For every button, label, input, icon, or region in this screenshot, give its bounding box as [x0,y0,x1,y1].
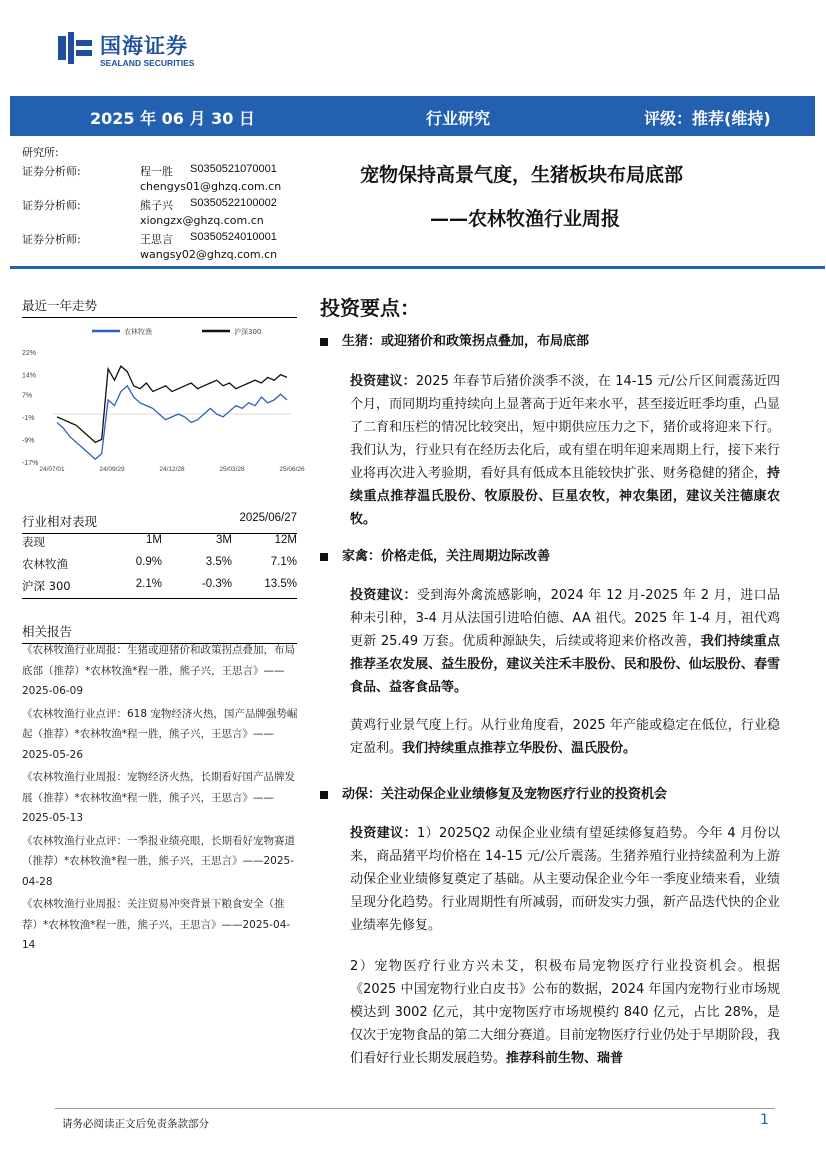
reports-heading: 相关报告 [22,622,297,644]
x-tick-label: 24/12/28 [159,466,185,473]
x-tick-label: 24/07/01 [39,466,65,473]
emphasis-text: 持续重点推荐温氏股份、牧原股份、巨星农牧，神农集团，建议关注德康农牧。 [350,466,780,527]
x-tick-label: 24/09/29 [99,466,125,473]
analyst-id: S0350521070001 [190,163,277,175]
company-logo [58,28,218,70]
analyst-name: 程一胜 [140,165,173,178]
body-text: 受到海外禽流感影响，2024 年 12 月-2025 年 2 月，进口品种未引种，3-4 月从法国引进哈伯德、AA 祖代。2025 年 1-4 月，祖代鸡更新 25.49 万套。优质种源缺失，后续或将迎来价格改善， [350,588,780,649]
paragraph [350,822,780,937]
emphasis-text: 推荐科前生物、瑞普 [506,1051,624,1066]
body-text: 2025 年春节后猪价淡季不淡，在 14-15 元/公斤区间震荡近四个月，而同期均重持续向上显著高于近年来水平，甚至接近旺季均重，凸显了二育和压栏的情况比较突出，短中期供应压力之下，猪价或将迎来下行。我们认为，行业只有在经历去化后，或有望在明年迎来周期上行，接下来行业将再次进入考验期，看好具有低成本且能较快扩张、财务稳健的猪企， [350,374,780,481]
emphasis-text: 我们持续重点推荐圣农发展、益生股份，建议关注禾丰股份、民和股份、仙坛股份、春雪食品、益客食品等。 [350,634,780,695]
table-cell: 7.1% [270,556,297,568]
report-date: 2025 年 06 月 30 日 [90,109,255,128]
trend-chart [22,322,305,473]
y-tick-label: -1% [22,414,35,422]
bullet-square-icon [320,553,328,561]
analyst-name: 王思言 [140,233,173,246]
related-reports-list [22,640,300,958]
list-item[interactable]: 《农林牧渔行业点评：一季报业绩亮眼，长期看好宠物赛道（推荐）*农林牧渔*程一胜，熊子兴，王思言》——2025-04-28 [22,834,295,888]
report-rating: 评级：推荐(维持) [644,109,771,128]
emphasis-text: 投资建议： [350,374,416,389]
section-heading [320,783,667,802]
performance-header-row [22,534,297,554]
paragraph [350,955,780,1070]
table-header: 表现 [22,535,45,549]
section-heading-text: 家禽：价格走低，关注周期边际改善 [342,549,551,564]
report-type: 行业研究 [426,109,491,128]
body-text: 1）2025Q2 动保企业业绩有望延续修复趋势。今年 4 月份以来，商品猪平均价格在 14-15 元/公斤震荡。生猪养殖行业持续盈利为上游动保企业业绩修复奠定了基础。从主要动保企业今年一季度业绩来看，业绩呈现分化趋势。行业周期性有所减弱，而研发实力强，新产品迭代快的企业业绩率先修复。 [350,826,780,933]
trend-heading: 最近一年走势 [22,296,297,318]
table-row [22,556,297,576]
y-tick-label: 7% [22,392,33,400]
body-text: 黄鸡行业景气度上行。从行业角度看，2025 年产能或稳定在低位，行业稳定盈利。 [350,718,780,756]
table-cell: 0.9% [135,556,162,568]
list-item[interactable]: 《农林牧渔行业周报：生猪或迎猪价和政策拐点叠加，布局底部（推荐）*农林牧渔*程一胜，熊子兴，王思言》——2025-06-09 [22,644,295,697]
body-text: 2）宠物医疗行业方兴未艾，积极布局宠物医疗行业投资机会。根据《2025 中国宠物行业白皮书》公布的数据，2024 年国内宠物行业市场规模达到 3002 亿元，其中宠物医疗市场规模约 840 亿元，占比 28%，是仅次于宠物食品的第二大细分赛道。目前宠物医疗行业仍处于早期阶段，我们看好行业长期发展趋势。 [350,959,780,1066]
x-tick-label: 25/06/26 [279,466,305,473]
page-number: 1 [760,1112,769,1128]
title-divider [10,266,825,269]
logo-en-text: SEALAND SECURITIES [100,58,195,68]
table-cell: 沪深 300 [22,579,71,593]
report-title: 宠物保持高景气度，生猪板块布局底部 [360,164,684,186]
analyst-label: 证券分析师: [22,199,81,212]
analyst-id: S0350524010001 [190,231,277,243]
investment-highlights-title: 投资要点： [320,296,420,320]
report-subtitle: ——农林牧渔行业周报 [430,208,621,230]
y-tick-label: 22% [22,350,37,357]
analyst-email[interactable]: wangsy02@ghzq.com.cn [140,248,278,261]
analyst-name: 熊子兴 [140,199,173,212]
performance-date: 2025/06/27 [239,512,297,524]
table-cell: 13.5% [264,578,297,590]
legend-label: 农林牧渔 [124,328,152,336]
table-cell: -0.3% [201,578,232,590]
analyst-email[interactable]: chengys01@ghzq.com.cn [140,180,282,193]
y-tick-label: -9% [22,437,35,445]
logo-mark-icon [58,32,92,64]
series-line [57,386,287,459]
table-header: 12M [274,534,297,546]
table-header: 3M [216,534,232,546]
analyst-label: 证券分析师: [22,233,81,246]
researcher-label: 研究所: [22,146,59,159]
list-item[interactable]: 《农林牧渔行业周报：关注贸易冲突背景下粮食安全（推荐）*农林牧渔*程一胜，熊子兴，王思言》——2025-04-14 [22,898,291,951]
paragraph [350,714,780,760]
x-tick-label: 25/03/28 [219,466,245,473]
emphasis-text: 投资建议： [350,588,417,603]
bullet-square-icon [320,791,328,799]
table-row [22,578,297,598]
y-tick-label: 14% [22,372,37,380]
section-heading [320,545,550,564]
section-heading-text: 动保：关注动保企业业绩修复及宠物医疗行业的投资机会 [342,787,668,802]
performance-bottom-rule [22,598,297,599]
table-cell: 3.5% [205,556,232,568]
bullet-square-icon [320,338,328,346]
section-heading-text: 生猪：或迎猪价和政策拐点叠加，布局底部 [342,334,590,349]
paragraph [350,584,780,699]
analyst-email[interactable]: xiongzx@ghzq.com.cn [140,214,264,227]
footer-disclaimer: 请务必阅读正文后免责条款部分 [62,1118,209,1130]
legend-label: 沪深300 [234,328,262,336]
section-heading [320,330,589,349]
emphasis-text: 投资建议： [350,826,417,841]
analyst-id: S0350522100002 [190,197,277,209]
analyst-label: 证券分析师: [22,165,81,178]
logo-cn-text: 国海证券 [100,34,188,58]
footer-divider [55,1108,775,1109]
list-item[interactable]: 《农林牧渔行业点评：618 宠物经济火热，国产品牌强势崛起（推荐）*农林牧渔*程一胜，熊子兴，王思言》——2025-05-26 [22,707,298,761]
performance-heading [22,512,297,534]
header-band [10,96,815,136]
table-cell: 农林牧渔 [22,557,68,571]
list-item[interactable]: 《农林牧渔行业周报：宠物经济火热，长期看好国产品牌发展（推荐）*农林牧渔*程一胜，熊子兴，王思言》——2025-05-13 [22,771,295,824]
table-header: 1M [146,534,162,546]
y-tick-label: -17% [22,460,39,467]
paragraph [350,370,780,531]
emphasis-text: 我们持续重点推荐立华股份、温氏股份。 [402,741,637,756]
performance-title: 行业相对表现 [22,514,98,529]
table-cell: 2.1% [135,578,162,590]
